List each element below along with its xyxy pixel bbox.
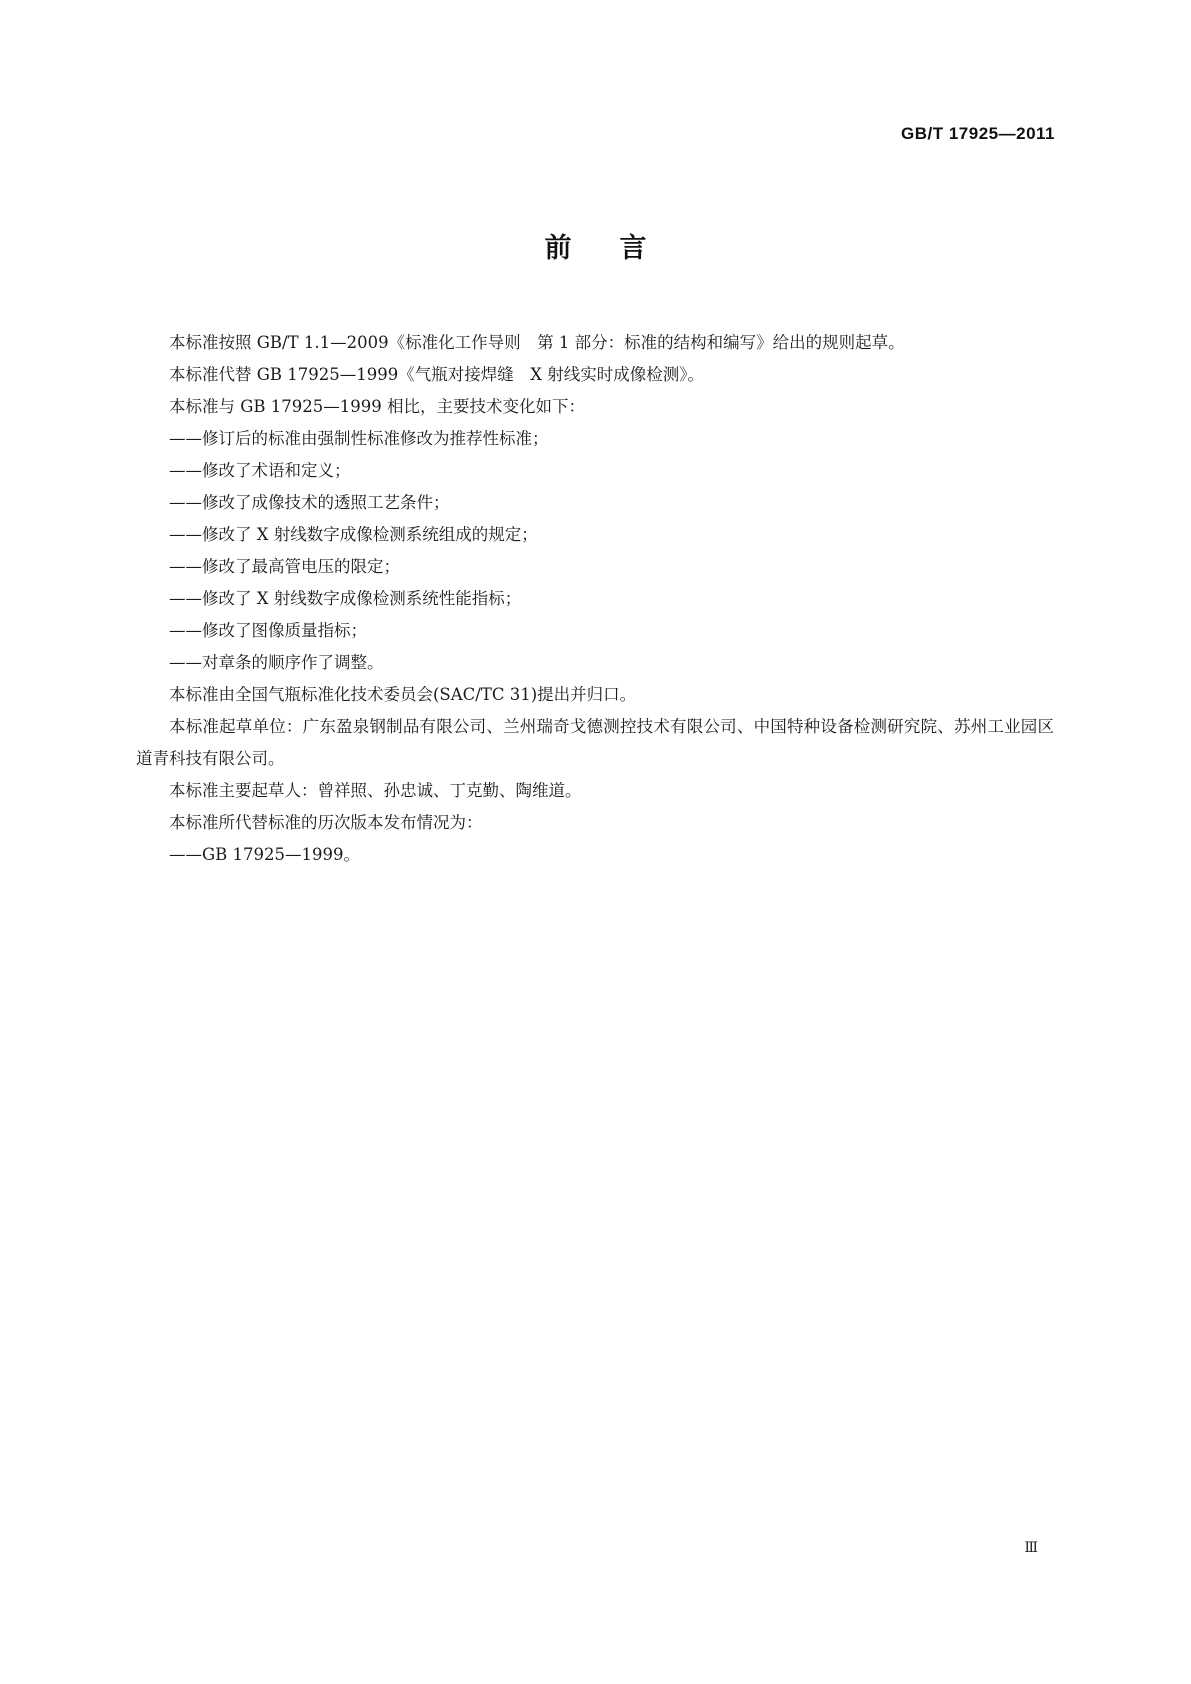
list-item: ——修改了最高管电压的限定；: [169, 557, 400, 576]
paragraph-replaces: 本标准代替 GB 17925—1999《气瓶对接焊缝 X 射线实时成像检测》。: [169, 365, 705, 384]
paragraph-proposed-by: 本标准由全国气瓶标准化技术委员会(SAC/TC 31)提出并归口。: [169, 685, 637, 704]
list-item: ——修改了成像技术的透照工艺条件；: [169, 493, 450, 512]
paragraph-drafting-rules: 本标准按照 GB/T 1.1—2009《标准化工作导则 第 1 部分：标准的结构和编写》给出的规则起草。: [169, 333, 905, 352]
paragraph-changes-intro: 本标准与 GB 17925—1999 相比，主要技术变化如下：: [169, 397, 586, 416]
paragraph-history-intro: 本标准所代替标准的历次版本发布情况为：: [169, 813, 483, 832]
page-title: 前言: [544, 233, 695, 264]
foreword-body: [136, 327, 1054, 871]
page-number: Ⅲ: [1024, 1540, 1038, 1556]
paragraph-drafters: 本标准主要起草人：曾祥照、孙忠诚、丁克勤、陶维道。: [169, 781, 582, 800]
list-item: ——修改了 X 射线数字成像检测系统组成的规定；: [169, 525, 538, 544]
list-item: ——修改了图像质量指标；: [169, 621, 367, 640]
list-item: ——对章条的顺序作了调整。: [169, 653, 384, 672]
list-item: ——修改了术语和定义；: [169, 461, 351, 480]
paragraph-drafting-units: 本标准起草单位：广东盈泉钢制品有限公司、兰州瑞奇戈德测控技术有限公司、中国特种设备检测研究院、苏州工业园区道青科技有限公司。: [136, 717, 1054, 768]
list-item: ——GB 17925—1999。: [169, 845, 361, 864]
list-item: ——修订后的标准由强制性标准修改为推荐性标准；: [169, 429, 549, 448]
list-item: ——修改了 X 射线数字成像检测系统性能指标；: [169, 589, 522, 608]
standard-number: GB/T 17925—2011: [901, 124, 1055, 143]
